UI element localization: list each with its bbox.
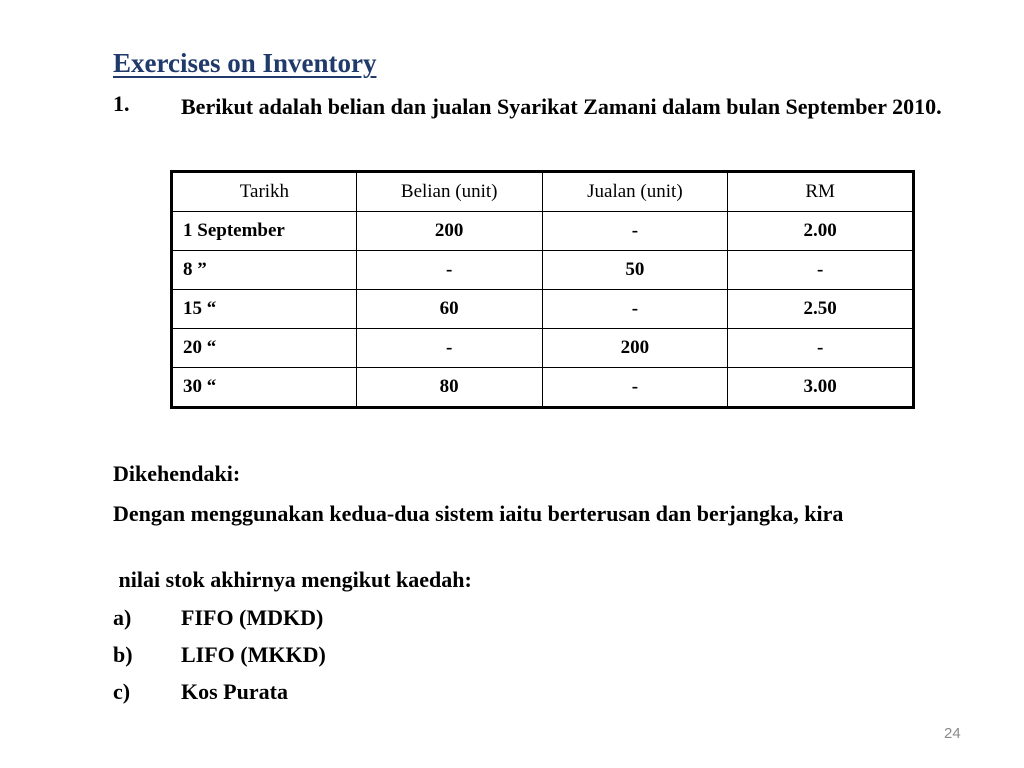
column-header-belian: Belian (unit) bbox=[356, 172, 542, 212]
cell-tarikh: 30 “ bbox=[172, 368, 357, 408]
option-text-b: LIFO (MKKD) bbox=[181, 642, 326, 667]
cell-rm: - bbox=[728, 329, 914, 368]
requirement-subtext: nilai stok akhirnya mengikut kaedah: bbox=[113, 567, 472, 592]
column-header-jualan: Jualan (unit) bbox=[542, 172, 728, 212]
table-header-row bbox=[172, 172, 914, 212]
option-label-a: a) bbox=[113, 605, 132, 630]
option-text-a: FIFO (MDKD) bbox=[181, 605, 324, 630]
question-text: Berikut adalah belian dan jualan Syarikat Zamani dalam bulan September 2010. bbox=[181, 94, 942, 119]
cell-rm: 2.00 bbox=[728, 212, 914, 251]
cell-belian: 60 bbox=[356, 290, 542, 329]
cell-jualan: 50 bbox=[542, 251, 728, 290]
cell-rm: - bbox=[728, 251, 914, 290]
page-number: 24 bbox=[944, 725, 961, 742]
inventory-table bbox=[170, 170, 915, 409]
cell-belian: 80 bbox=[356, 368, 542, 408]
option-label-c: c) bbox=[113, 679, 131, 704]
table-row bbox=[172, 251, 914, 290]
option-label-b: b) bbox=[113, 642, 133, 667]
cell-belian: 200 bbox=[356, 212, 542, 251]
cell-jualan: - bbox=[542, 368, 728, 408]
cell-belian: - bbox=[356, 251, 542, 290]
cell-tarikh: 1 September bbox=[172, 212, 357, 251]
slide-title: Exercises on Inventory bbox=[113, 48, 377, 78]
cell-tarikh: 20 “ bbox=[172, 329, 357, 368]
table-row bbox=[172, 329, 914, 368]
cell-rm: 3.00 bbox=[728, 368, 914, 408]
requirement-text: Dengan menggunakan kedua-dua sistem iaitu berterusan dan berjangka, kira bbox=[113, 501, 844, 526]
cell-tarikh: 15 “ bbox=[172, 290, 357, 329]
cell-jualan: 200 bbox=[542, 329, 728, 368]
cell-jualan: - bbox=[542, 212, 728, 251]
requirement-heading: Dikehendaki: bbox=[113, 461, 241, 486]
cell-jualan: - bbox=[542, 290, 728, 329]
table-row bbox=[172, 212, 914, 251]
question-number: 1. bbox=[113, 91, 130, 116]
column-header-tarikh: Tarikh bbox=[172, 172, 357, 212]
column-header-rm: RM bbox=[728, 172, 914, 212]
cell-belian: - bbox=[356, 329, 542, 368]
option-text-c: Kos Purata bbox=[181, 679, 288, 704]
table-row bbox=[172, 368, 914, 408]
cell-tarikh: 8 ” bbox=[172, 251, 357, 290]
cell-rm: 2.50 bbox=[728, 290, 914, 329]
table-row bbox=[172, 290, 914, 329]
